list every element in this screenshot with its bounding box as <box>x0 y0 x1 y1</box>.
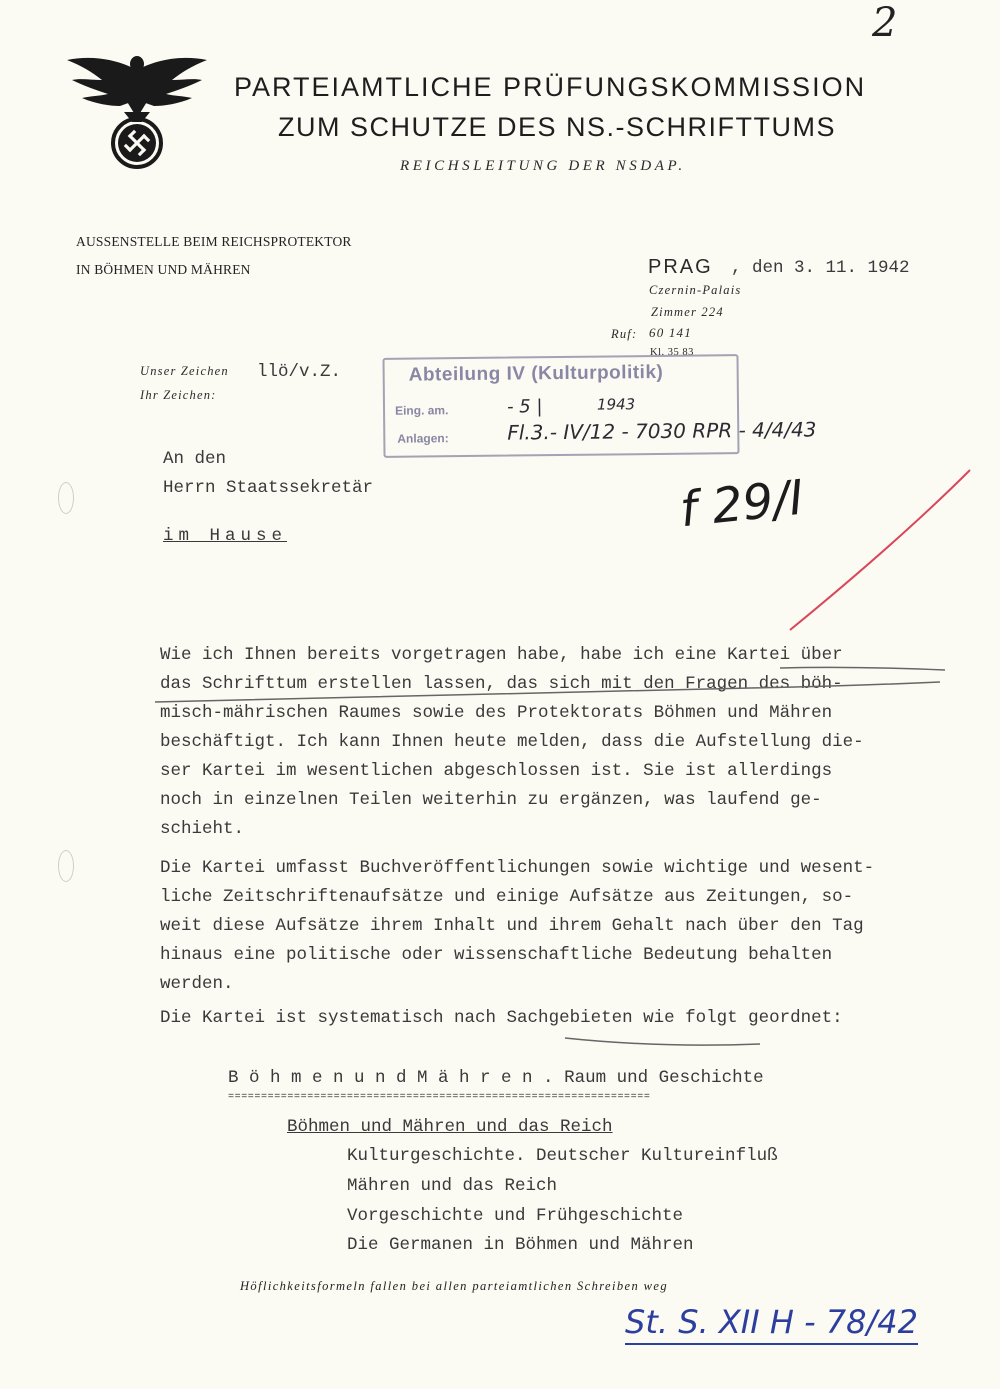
your-reference-label: Ihr Zeichen: <box>140 388 217 402</box>
our-reference-value: llö/v.Z. <box>257 362 342 382</box>
stamp-enclosures-label: Anlagen: <box>397 431 449 446</box>
body-line: schieht. <box>160 819 245 839</box>
addressee-line-3: im Hause <box>163 526 288 546</box>
registry-number: St. S. XII H - 78/42 <box>625 1303 918 1345</box>
body-line: liche Zeitschriftenaufsätze und einige Aufsätze aus Zeitungen, so- <box>160 887 854 907</box>
letter-date: , den 3. 11. 1942 <box>731 258 910 278</box>
sender-palace: Czernin-Palais <box>649 283 742 297</box>
our-reference-label: Unser Zeichen <box>140 364 229 378</box>
received-stamp <box>382 354 817 458</box>
body-line: misch-mährischen Raumes sowie des Protektorats Böhmen und Mähren <box>160 703 833 723</box>
body-line: weit diese Aufsätze ihrem Inhalt und ihrem Gehalt nach über den Tag <box>160 916 864 936</box>
page-number: 2 <box>872 0 898 46</box>
branch-line-1: AUSSENSTELLE BEIM REICHSPROTEKTOR <box>76 234 352 249</box>
punch-hole <box>58 482 74 514</box>
body-line: noch in einzelnen Teilen weiterhin zu ergänzen, was laufend ge- <box>160 790 822 810</box>
branch-line-2: IN BÖHMEN UND MÄHREN <box>76 262 251 277</box>
body-line: Die Kartei umfasst Buchveröffentlichungen sowie wichtige und wesent- <box>160 858 875 878</box>
outline-subheading: Böhmen und Mähren und das Reich <box>287 1117 613 1137</box>
addressee-line-1: An den <box>163 449 227 469</box>
stamp-received-date: - 5 | <box>506 396 543 418</box>
outline-item: Vorgeschichte und Frühgeschichte <box>347 1206 684 1226</box>
body-line: hinaus eine politische oder wissenschaftliche Bedeutung behalten <box>160 945 833 965</box>
eagle-emblem-icon <box>62 40 212 180</box>
pencil-underline <box>560 1030 770 1060</box>
body-line: ser Kartei im wesentlichen abgeschlossen ist. Sie ist allerdings <box>160 761 833 781</box>
outline-item: Mähren und das Reich <box>347 1176 558 1196</box>
body-line: Wie ich Ihnen bereits vorgetragen habe, habe ich eine Kartei über <box>160 645 843 665</box>
outline-item: Die Germanen in Böhmen und Mähren <box>347 1235 694 1255</box>
outline-heading-spaced: B ö h m e n u n d M ä h r e n . <box>228 1068 554 1088</box>
red-pencil-mark <box>780 460 980 640</box>
handwritten-initials: f 29/I <box>677 469 807 539</box>
stamp-file-reference: Fl.3.- IV/12 - 7030 RPR - 4/4/43 <box>507 417 817 445</box>
body-line: werden. <box>160 974 234 994</box>
body-line: Die Kartei ist systematisch nach Sachgebieten wie folgt geordnet: <box>160 1008 843 1028</box>
sender-city: PRAG <box>648 256 713 278</box>
outline-item: Kulturgeschichte. Deutscher Kultureinfluß <box>347 1146 778 1166</box>
stamp-received-label: Eing. am. <box>394 403 449 418</box>
body-line: beschäftigt. Ich kann Ihnen heute melden, dass die Aufstellung die- <box>160 732 864 752</box>
phone-extension: Kl. 35 83 <box>650 347 694 358</box>
phone-label: Ruf: <box>611 327 638 341</box>
punch-hole <box>58 850 74 882</box>
addressee-line-2: Herrn Staatssekretär <box>163 478 374 498</box>
closing-note: Höflichkeitsformeln fallen bei allen parteiamtlichen Schreiben weg <box>240 1279 668 1293</box>
phone-number: 60 141 <box>649 325 692 340</box>
letterhead-line-2: ZUM SCHUTZE DES NS.-SCHRIFTTUMS <box>278 112 836 142</box>
letterhead-line-1: PARTEIAMTLICHE PRÜFUNGSKOMMISSION <box>234 72 867 102</box>
pencil-underline <box>150 660 950 720</box>
outline-heading <box>228 1068 764 1088</box>
outline-heading-rest: Raum und Geschichte <box>564 1068 764 1088</box>
stamp-received-year: 1943 <box>596 395 636 414</box>
sender-room: Zimmer 224 <box>651 305 724 319</box>
body-line: das Schrifttum erstellen lassen, das sich mit den Fragen des böh- <box>160 674 843 694</box>
letterhead-subtitle: REICHSLEITUNG DER NSDAP. <box>400 158 686 174</box>
outline-separator: ================================================================ <box>228 1092 651 1103</box>
stamp-department: Abteilung IV (Kulturpolitik) <box>408 361 664 386</box>
